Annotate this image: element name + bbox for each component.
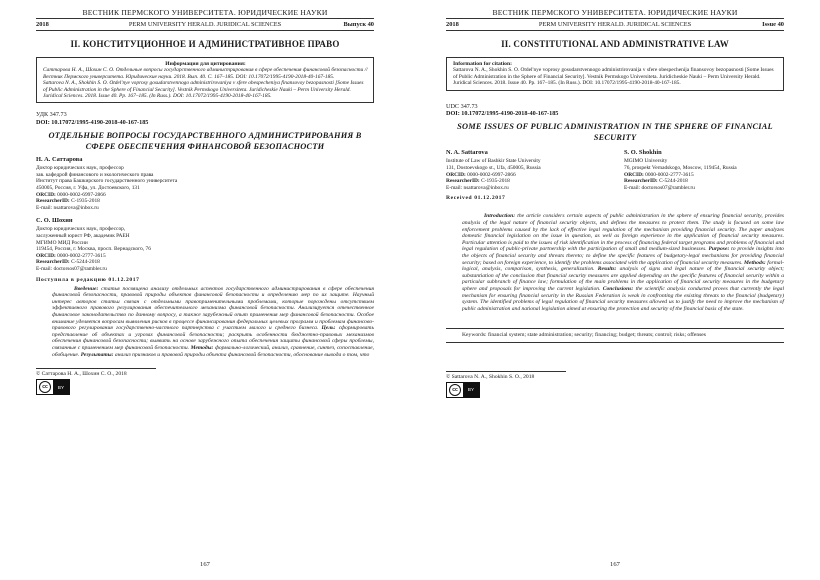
abstract-results-label: Results: <box>597 266 617 273</box>
abstract <box>446 213 784 312</box>
page-number: 167 <box>610 561 620 568</box>
aff-line: Институт права Башкирского государственного университета <box>36 178 178 185</box>
abstract-conclusions-text: the scientific analysis conducted proves that currently the legal mechanism for ensuring financial security in the Russian Federation is weak in confronting the existing threats to the financial (budgetary) system. The identified problems of legal regulation of financial security measures allowed us to justify the need to improve the mechanism of public administration and national legislation aimed at ensuring the protection and security of the financial basis of the state. <box>462 285 785 312</box>
header-journal-en: PERM UNIVERSITY HERALD. JURIDICAL SCIENCES <box>538 21 692 28</box>
aff-line: 76, prospekt Vernadskogo, Moscow, 119454, Russia <box>624 165 737 172</box>
researcher-id-line: ResearcherID: C-1935-2018 <box>446 178 510 185</box>
keywords: Keywords: financial system; state administration; security; financing; budget; threats; control; risks; offenses <box>446 328 784 343</box>
researcher-id-value: C-5244-2018 <box>659 178 688 185</box>
abstract-methods-label: Methods: <box>744 259 766 266</box>
abstract-results-text: анализ признаков и правовой природы объекта финансовой безопасности, обоснование вывода о том, что <box>114 351 370 358</box>
researcher-id-value: C-1935-2018 <box>481 178 510 185</box>
running-header-title: ВЕСТНИК ПЕРМСКОГО УНИВЕРСИТЕТА. ЮРИДИЧЕСКИЕ НАУКИ <box>446 8 784 19</box>
cc-logo-icon: cc <box>37 380 53 394</box>
page-right <box>410 0 820 580</box>
abstract-results-text: analysis of signs and legal nature of the financial security object; substantiation of the conclusion that financial security measures are applied depending on the specific features of financial security within a particular subbranch of finance law; formulation of the main problems in the application of financial security measures in the budgetary sphere and proposals for improving the current legislation. <box>462 266 784 292</box>
running-header-meta <box>36 20 374 31</box>
abstract-methods-label: Методы: <box>190 344 214 351</box>
authors-block <box>446 149 784 191</box>
researcher-id-line: ResearcherID: C-5244-2018 <box>624 178 688 185</box>
aff-line: Доктор юридических наук, профессор <box>36 165 124 172</box>
researcher-id-line: ResearcherID: C-1935-2018 <box>36 198 100 205</box>
section-title: II. CONSTITUTIONAL AND ADMINISTRATIVE LAW <box>501 39 729 49</box>
abstract <box>36 286 374 359</box>
aff-line: 119454, Россия, г. Москва, просп. Вернадского, 76 <box>36 246 151 253</box>
cc-by-label: BY <box>53 380 69 394</box>
author-name: S. O. Shokhin <box>624 149 662 157</box>
aff-line: заслуженный юрист РФ, академик РАЕН <box>36 233 130 239</box>
abstract-intro-label: Introduction: <box>484 213 516 220</box>
orcid-line: ORCID: 0000-0002-2777-3615 <box>624 171 694 178</box>
author-name: Н. А. Саттарова <box>36 156 83 164</box>
abstract-goal-label: Цель: <box>321 325 336 332</box>
cc-license-badge[interactable] <box>446 382 480 398</box>
email-line[interactable]: E-mail: nsattarova@inbox.ru <box>446 184 509 191</box>
aff-line: зав. кафедрой финансового и экологического права <box>36 171 154 178</box>
citation-ru: Саттарова Н. А., Шохин С. О. Отдельные вопросы государственного администрирования в сфере обеспечения финансовой безопасности // Вестник Пермского университета. Юридические науки. 2018. Вып. 40. С. 167–185. DOI: 10.17072/1995-4190-2018-40-167-185. <box>43 67 368 80</box>
abstract-goal-text: to provide insights into the objects of financial security and threats thereto; to define the specific features of budgetary-legal mechanisms for providing financial security; based on foreign experience, to identify the problems associated with the application of financial security measures. <box>462 246 784 266</box>
udc: УДК 347.73 <box>36 111 67 119</box>
orcid-value[interactable]: 0000-0002-2777-3615 <box>645 171 694 178</box>
doi-link[interactable]: DOI: 10.17072/1995-4190-2018-40-167-185 <box>446 110 559 118</box>
email-line[interactable]: E-mail: doctorsos07@rambler.ru <box>624 184 695 191</box>
running-header-meta <box>446 20 784 31</box>
author-affiliation <box>446 158 606 191</box>
citation-en: Sattarova N. A., Shokhin S. O. Otdel'nye voprosy gosudarstvennogo administrirovanija v sfere obespechenija finansovoy bezopasnosti [Some Issues of Public Administration in the Sphere of Financial Security]. Vestnik Permskogo Universiteta. Juridicheskie Nauki – Perm University Herald. Juridical Sciences. 2018. Issue 40. Pp. 167–185. (In Russ.). DOI: 10.17072/1995-4190-2018-40-167-185. <box>453 67 774 87</box>
article-title: SOME ISSUES OF PUBLIC ADMINISTRATION IN THE SPHERE OF FINANCIAL SECURITY <box>457 122 773 142</box>
orcid-line: ORCID: 0000-0002-6997-2866 <box>446 171 516 178</box>
header-year: 2018 <box>446 21 459 28</box>
citation-box <box>36 57 374 103</box>
researcher-id-line: ResearcherID: C-5244-2018 <box>36 259 100 266</box>
abstract-methods-text: формально-логический, анализ, сравнение, синтез, сопоставление, обобщение. <box>52 344 375 358</box>
researcher-id-value: C-1935-2018 <box>71 198 100 205</box>
header-issue: Issue 40 <box>762 21 784 28</box>
abstract-methods-text: formal-logical, analysis, comparison, synthesis, generalization. <box>462 259 784 273</box>
cc-logo-icon: cc <box>447 383 463 397</box>
udc: UDC 347.73 <box>446 102 478 110</box>
orcid-line: ORCID: 0000-0002-6997-2866 <box>36 191 106 198</box>
abstract-goal-text: сформировать представление об объектах и угрозах финансовой безопасности; раскрыть особенности бюджетно-правовых механизмов обеспечения финансовой безопасности; выявить на основе зарубежного опыта обеспечения защиты финансовой сферы проблемы, связанные с применением мер финансовой безопасности. <box>52 325 375 351</box>
cc-by-label: BY <box>463 383 479 397</box>
abstract-goal-label: Purpose: <box>708 246 730 253</box>
citation-box <box>446 57 784 91</box>
cc-license-badge[interactable] <box>36 379 70 395</box>
orcid-value[interactable]: 0000-0002-6997-2866 <box>57 191 106 198</box>
header-issue: Выпуск 40 <box>343 21 374 28</box>
received-date: Received 01.12.2017 <box>446 195 506 202</box>
author-column <box>446 149 606 191</box>
copyright: © Sattarova N. A., Shokhin S. O., 2018 <box>446 371 566 380</box>
aff-line: 450005, Россия, г. Уфа, ул. Достоевского, 131 <box>36 185 140 192</box>
citation-en: Sattarova N. A., Shokhin S. O. Otdel'nye voprosy gosudarstvennogo administrirovaniya v sfere obespecheniya finansovoy bezopasnosti [Some Issues of Public Administration in the Sphere of Financial Security]. Vestnik Permskogo Universiteta. Juridicheskie Nauki – Perm University Herald. Juridical Sciences. 2018. Issue 40. Pp. 167–185. (In Russ.). DOI: 10.17072/1995-4190-2018-40-167-185. <box>43 80 364 100</box>
author-column <box>624 149 784 191</box>
abstract-intro-label: Введение: <box>74 285 99 292</box>
page-number: 167 <box>200 561 210 568</box>
abstract-conclusions-label: Conclusions: <box>602 285 634 292</box>
researcher-id-value: C-5244-2018 <box>71 259 100 266</box>
page-left-content <box>36 8 374 580</box>
citation-heading: Информация для цитирования: <box>165 61 246 67</box>
author-affiliation <box>36 226 374 272</box>
author-affiliation <box>36 165 374 211</box>
section-title: II. КОНСТИТУЦИОННОЕ И АДМИНИСТРАТИВНОЕ ПРАВО <box>70 39 340 49</box>
aff-line: Institute of Law of Bashkir State University <box>446 158 541 165</box>
author-name: С. О. Шохин <box>36 217 73 225</box>
aff-line: Доктор юридических наук, профессор, <box>36 226 126 233</box>
page-right-content <box>446 8 784 580</box>
aff-line: MGIMO University <box>624 158 668 165</box>
article-title: ОТДЕЛЬНЫЕ ВОПРОСЫ ГОСУДАРСТВЕННОГО АДМИНИСТРИРОВАНИЯ В СФЕРЕ ОБЕСПЕЧЕНИЯ ФИНАНСОВОЙ БЕЗОПАСНОСТИ <box>48 131 362 151</box>
email-line[interactable]: E-mail: nsattarova@inbox.ru <box>36 204 99 211</box>
abstract-intro-text: the article considers certain aspects of public administration in the sphere of ensuring financial security, provides analysis of the legal nature of financial security objects, and defines the measures to protect them. The study is focused on some law enforcement problems caused by the lack of effective legal regulation of the mechanism providing financial security. The paper analyzes domestic financial legislation on the issue in question, as well as foreign experience in the application of financial security measures. Particular attention is paid to the issues of risk identification in the process of financing federal target programs and problems of financial and legal regulation of public-private partnership with the participation of small and medium-sized businesses. <box>462 213 784 253</box>
author-name: N. A. Sattarova <box>446 149 488 157</box>
orcid-line: ORCID: 0000-0002-2777-3615 <box>36 252 106 259</box>
orcid-value[interactable]: 0000-0002-2777-3615 <box>57 252 106 259</box>
copyright: © Саттарова Н. А., Шохин С. О., 2018 <box>36 368 156 377</box>
citation-heading: Information for citation: <box>453 61 512 67</box>
orcid-value[interactable]: 0000-0002-6997-2866 <box>467 171 516 178</box>
aff-line: 131, Dostoevskogo st., Ufa, 450005, Russia <box>446 165 541 172</box>
header-year: 2018 <box>36 21 49 28</box>
email-line[interactable]: E-mail: doctorsos07@rambler.ru <box>36 265 107 272</box>
abstract-results-label: Результаты: <box>80 351 114 358</box>
aff-line: МГИМО МИД России <box>36 239 88 246</box>
abstract-intro-text: статья посвящена анализу отдельных аспектов государственного администрирования в сфере обеспечения финансовой безопасности, правовой природы объектов финансовой безопасности и определению мер по их защите. Научный интерес авторов статьи связан с отдельными правоприменительными проблемами, которые порождены отсутствием эффективного правового регулирования обеспечительного механизма финансовой безопасности. Анализируется отечественное финансовое законодательство по данному вопросу, а также зарубежный опыт применения мер финансовой безопасности. Особое внимание уделяется вопросам выявления рисков в процессе финансирования федеральных целевых программ и проблемам финансово-правового регулирования государственно-частного партнерства с участием малого и среднего бизнеса. <box>52 285 374 332</box>
running-header-title: ВЕСТНИК ПЕРМСКОГО УНИВЕРСИТЕТА. ЮРИДИЧЕСКИЕ НАУКИ <box>36 8 374 19</box>
header-journal-en: PERM UNIVERSITY HERALD. JURIDICAL SCIENCES <box>128 21 282 28</box>
received-date: Поступила в редакцию 01.12.2017 <box>36 276 140 283</box>
author-affiliation <box>624 158 784 191</box>
doi-link[interactable]: DOI: 10.17072/1995-4190-2018-40-167-185 <box>36 118 149 126</box>
